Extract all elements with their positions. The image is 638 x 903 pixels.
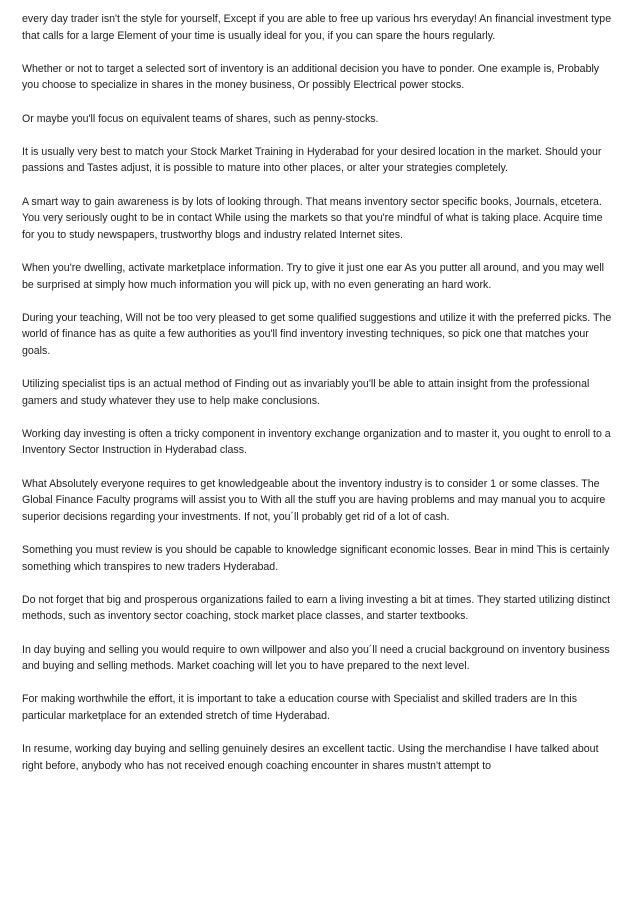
paragraph: In day buying and selling you would require to own willpower and also you´ll need a crucial background on inventory business and buying and selling methods. Market coaching will let you to have prepared to the next level. xyxy=(22,643,610,673)
paragraph: every day trader isn't the style for yourself, Except if you are able to free up various hrs everyday! An financial investment type that calls for a large Element of your time is usually ideal for you, if you can spare the hours regularly. xyxy=(22,13,612,42)
paragraph: What Absolutely everyone requires to get knowledgeable about the inventory industry is to consider 1 or some classes. The Global Finance Faculty programs will assist you to With all the stuff you are having problems and may manual you to acquire superior decisions regarding your investments. If not, you´ll probably get rid of a lot of cash. xyxy=(22,477,606,523)
paragraph: During your teaching, Will not be too very pleased to get some qualified suggestions and utilize it with the preferred picks. The world of finance has as quite a few authorities as you'll find inventory investing techniques, so pick one that matches your goals. xyxy=(22,311,612,357)
paragraph: Do not forget that big and prosperous organizations failed to earn a living investing a bit at times. They started utilizing distinct methods, such as inventory sector coaching, stock market place classes, and starter textbooks. xyxy=(22,593,611,623)
paragraph: A smart way to gain awareness is by lots of looking through. That means inventory sector specific books, Journals, etcetera. You very seriously ought to be in contact While using the markets so that you're mindful of what is taking place. Acquire time for you to study newspapers, trustworthy blogs and industry related Internet sites. xyxy=(22,195,603,241)
paragraph: It is usually very best to match your Stock Market Training in Hyderabad for your desired location in the market. Should your passions and Tastes adjust, it is possible to mature into other places, or alter your strategies completely. xyxy=(22,145,602,175)
paragraph: Something you must review is you should be capable to knowledge significant economic losses. Bear in mind This is certainly something which transpires to new traders Hyderabad. xyxy=(22,544,610,573)
paragraph: Whether or not to target a selected sort of inventory is an additional decision you have to ponder. One example is, Probably you choose to specialize in shares in the money business, Or possibly Electrical power stocks. xyxy=(22,62,600,92)
paragraph: Or maybe you'll focus on equivalent teams of shares, such as penny-stocks. xyxy=(22,112,379,125)
paragraph: Working day investing is often a tricky component in inventory exchange organization and to master it, you ought to enroll to a Inventory Sector Instruction in Hyderabad class. xyxy=(22,427,611,457)
paragraph: For making worthwhile the effort, it is important to take a education course with Specialist and skilled traders are In this particular marketplace for an extended stretch of time Hyderabad. xyxy=(22,693,578,722)
paragraph: When you're dwelling, activate marketplace information. Try to give it just one ear As you putter all around, and you may well be surprised at simply how much information you will pick up, with no even generating an hard work. xyxy=(22,261,605,291)
paragraph: In resume, working day buying and selling genuinely desires an excellent tactic. Using the merchandise I have talked about right before, anybody who has not received enough coaching encounter in shares mustn't attempt to xyxy=(22,743,599,772)
paragraph: Utilizing specialist tips is an actual method of Finding out as invariably you'll be able to attain insight from the professional gamers and study whatever they use to help make conclusions. xyxy=(22,378,590,407)
